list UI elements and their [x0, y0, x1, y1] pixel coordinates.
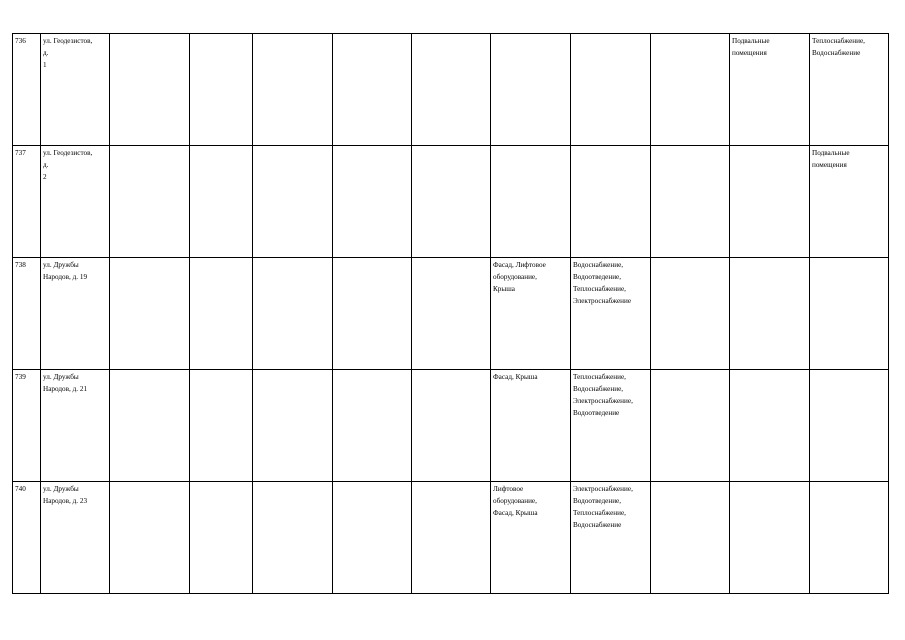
address-cell-text: ул. Дружбы Народов, д. 23 [43, 485, 88, 505]
table-cell [110, 34, 190, 146]
table-cell [412, 34, 491, 146]
table-cell [190, 258, 253, 370]
table-cell [333, 370, 412, 482]
table-cell [333, 258, 412, 370]
table-cell-text: Лифтовое оборудование, Фасад, Крыша [493, 485, 538, 517]
table-cell [491, 482, 571, 594]
row-number-cell [13, 258, 41, 370]
row-number-cell-text: 738 [15, 261, 26, 269]
table-cell-text: Подвальные помещения [812, 149, 850, 169]
table-cell-text: Фасад, Крыша [493, 373, 538, 381]
table-cell-text: Теплоснабжение, Водоснабжение, Электроснабжение, Водоотведение [573, 373, 633, 417]
table-cell [651, 258, 730, 370]
table-cell [651, 146, 730, 258]
table-cell [571, 370, 651, 482]
table-cell [253, 482, 333, 594]
table-cell [491, 258, 571, 370]
table-cell [730, 34, 810, 146]
table-cell [412, 146, 491, 258]
table-cell [810, 482, 889, 594]
table-row [13, 258, 889, 370]
table-cell [571, 258, 651, 370]
table-cell [491, 146, 571, 258]
table-cell [730, 482, 810, 594]
table-cell [571, 34, 651, 146]
table-cell [571, 146, 651, 258]
address-cell [41, 146, 110, 258]
table-row [13, 146, 889, 258]
table-cell [110, 146, 190, 258]
table-cell-text: Фасад, Лифтовое оборудование, Крыша [493, 261, 546, 293]
table-cell [491, 370, 571, 482]
table-cell [190, 482, 253, 594]
table-cell [253, 370, 333, 482]
row-number-cell [13, 34, 41, 146]
row-number-cell-text: 739 [15, 373, 26, 381]
table-row [13, 370, 889, 482]
address-cell [41, 34, 110, 146]
table-cell [412, 258, 491, 370]
table-cell [333, 482, 412, 594]
table-cell [571, 482, 651, 594]
table-cell [810, 34, 889, 146]
table-cell [412, 482, 491, 594]
table-cell [190, 146, 253, 258]
table-row [13, 482, 889, 594]
table-cell-text: Подвальные помещения [732, 37, 770, 57]
address-cell [41, 258, 110, 370]
table-cell [253, 258, 333, 370]
table-cell [190, 370, 253, 482]
table-cell [730, 370, 810, 482]
table-cell [333, 34, 412, 146]
address-cell [41, 370, 110, 482]
table-row [13, 34, 889, 146]
table-cell [253, 34, 333, 146]
address-cell-text: ул. Дружбы Народов, д. 21 [43, 373, 88, 393]
table-cell [651, 34, 730, 146]
row-number-cell [13, 482, 41, 594]
table-cell [333, 146, 412, 258]
table-cell [110, 370, 190, 482]
table-cell [810, 370, 889, 482]
table-cell [412, 370, 491, 482]
table-cell [190, 34, 253, 146]
table-cell [651, 482, 730, 594]
table-cell [253, 146, 333, 258]
table-cell [730, 146, 810, 258]
table-cell-text: Водоснабжение, Водоотведение, Теплоснабжение, Электроснабжение [573, 261, 632, 305]
table-cell-text: Теплоснабжение, Водоснабжение [812, 37, 865, 57]
table-cell [730, 258, 810, 370]
row-number-cell-text: 736 [15, 37, 26, 45]
table-cell [810, 146, 889, 258]
repair-schedule-table [12, 33, 889, 594]
address-cell-text: ул. Дружбы Народов, д. 19 [43, 261, 88, 281]
address-cell-text: ул. Геодезистов, д. 2 [43, 149, 93, 181]
row-number-cell [13, 370, 41, 482]
row-number-cell [13, 146, 41, 258]
row-number-cell-text: 740 [15, 485, 26, 493]
row-number-cell-text: 737 [15, 149, 26, 157]
address-cell-text: ул. Геодезистов, д. 1 [43, 37, 93, 69]
address-cell [41, 482, 110, 594]
table-cell [110, 482, 190, 594]
table-cell [810, 258, 889, 370]
table-cell [110, 258, 190, 370]
table-cell [651, 370, 730, 482]
table-cell-text: Электроснабжение, Водоотведение, Теплоснабжение, Водоснабжение [573, 485, 633, 529]
table-cell [491, 34, 571, 146]
